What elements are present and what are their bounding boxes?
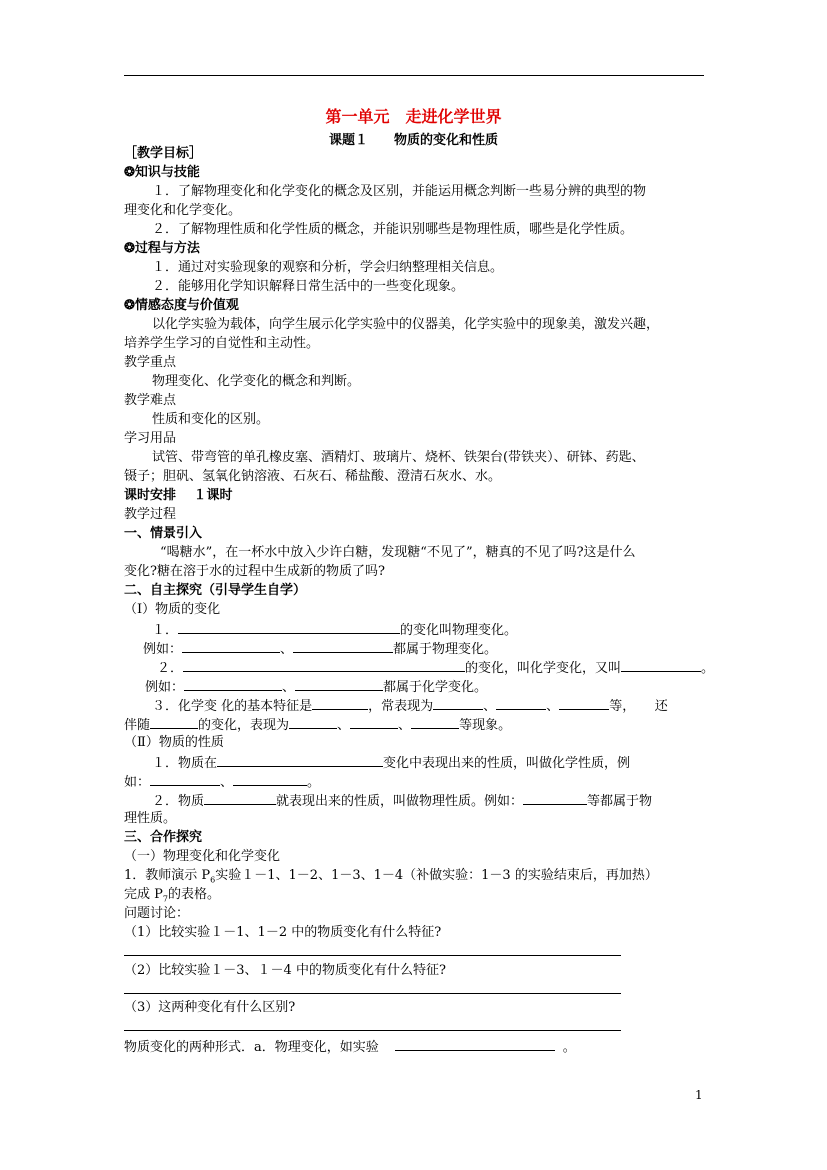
blank-field[interactable] (183, 658, 465, 672)
discussion-question-3: （3）这两种变化有什么区别? (124, 1000, 296, 1015)
blank-field[interactable] (523, 791, 587, 805)
discussion-question-2: （2）比较实验１－3、１－4 中的物质变化有什么特征? (124, 963, 446, 978)
section-1-text-cont: 变化?糖在溶于水的过程中生成新的物质了吗? (124, 564, 385, 579)
example-tail: 都属于化学变化。 (383, 680, 488, 695)
question-1-example (143, 639, 497, 659)
blank-field[interactable] (295, 677, 383, 691)
answer-line[interactable] (124, 1030, 621, 1031)
change-forms (124, 1037, 576, 1057)
objectives-heading: ［教学目标］ (124, 146, 203, 161)
separator: 、 (282, 680, 296, 695)
section-1-text: “喝糖水”，在一杯水中放入少许白糖，发现糖“不见了”，糖真的不见了吗?这是什么 (160, 545, 636, 560)
discussion-question-1: （1）比较实验１－1、1－2 中的物质变化有什么特征? (124, 925, 442, 940)
question-2-example (145, 677, 487, 697)
process-item-1: １．通过对实验现象的观察和分析，学会归纳整理相关信息。 (152, 260, 504, 275)
section-3-heading: 三、合作探究 (124, 830, 203, 845)
example-label: 例如： (143, 642, 183, 657)
property-2-cont: 理性质。 (124, 811, 177, 826)
answer-line[interactable] (124, 955, 621, 956)
part-1-heading: （I）物质的变化 (124, 602, 221, 617)
discussion-label: 问题讨论： (124, 906, 190, 921)
answer-line[interactable] (124, 993, 621, 994)
blank-field[interactable] (312, 696, 368, 710)
focus-heading: 教学重点 (124, 355, 177, 370)
question-2 (157, 658, 714, 678)
emotion-text-cont: 培养学生学习的自觉性和主动性。 (124, 336, 320, 351)
question-3-cont (124, 715, 511, 735)
section-1-heading: 一、情景引入 (124, 526, 203, 541)
question-2-mid: 的变化，叫化学变化，又叫 (465, 661, 622, 676)
supplies-heading: 学习用品 (124, 431, 177, 446)
separator: 、 (398, 718, 412, 733)
blank-field[interactable] (184, 677, 282, 691)
property-2-text: 就表现出来的性质，叫做物理性质。例如： (276, 794, 524, 809)
lesson-subtitle: 课题１ 物质的变化和性质 (328, 133, 498, 148)
property-1-text: 变化中表现出来的性质，叫做化学性质，例 (383, 756, 631, 771)
blank-field[interactable] (350, 715, 398, 729)
change-forms-end: 。 (562, 1040, 576, 1055)
blank-field[interactable] (204, 791, 276, 805)
page-subscript: 7 (162, 894, 168, 904)
blank-field[interactable] (293, 639, 393, 653)
emotion-heading: ❂情感态度与价值观 (124, 298, 239, 313)
blank-field[interactable] (621, 658, 701, 672)
separator: 、 (337, 718, 351, 733)
question-2-end: 。 (701, 661, 715, 676)
question-1-tail: 的变化叫物理变化。 (400, 623, 518, 638)
separator: 、 (220, 775, 234, 790)
demo-text-part: 1．教师演示 P (124, 868, 211, 883)
question-2-number: ２． (157, 661, 184, 676)
page-number: 1 (695, 1088, 703, 1102)
emotion-text: 以化学实验为载体，向学生展示化学实验中的仪器美，化学实验中的现象美，激发兴趣， (152, 317, 660, 332)
property-1-end: 。 (307, 775, 321, 790)
page-title: 第一单元 走进化学世界 (325, 107, 502, 126)
question-3-text: ，常表现为 (368, 699, 434, 714)
blank-field[interactable] (150, 715, 198, 729)
property-2-text: 等都属于物 (587, 794, 653, 809)
part-2-heading: （Ⅱ）物质的性质 (124, 735, 224, 750)
property-2 (152, 791, 652, 811)
schedule: 课时安排 １课时 (124, 488, 233, 503)
page-subscript: 6 (210, 875, 216, 885)
property-1-cont (124, 772, 320, 792)
property-1-text: １．物质在 (152, 756, 218, 771)
blank-field[interactable] (559, 696, 609, 710)
example-label: 例如： (145, 680, 185, 695)
separator: 、 (546, 699, 560, 714)
blank-field[interactable] (178, 620, 400, 634)
process-heading: ❂过程与方法 (124, 241, 200, 256)
header-rule (124, 75, 704, 76)
question-3-text: ３．化学变 化的基本特征是 (152, 699, 313, 714)
section-2-heading: 二、自主探究（引导学生自学） (124, 583, 307, 598)
focus-text: 物理变化、化学变化的概念和判断。 (152, 374, 361, 389)
question-3 (152, 696, 668, 716)
separator: 、 (483, 699, 497, 714)
knowledge-item-1-cont: 理变化和化学变化。 (124, 203, 242, 218)
property-2-text: ２．物质 (152, 794, 205, 809)
property-1 (152, 753, 630, 773)
blank-field[interactable] (395, 1037, 555, 1051)
question-3-text: 等， 还 (609, 699, 668, 714)
demo-text-part: 实验１－1、1－2、1－3、1－4（补做实验：1－3 的实验结束后，再加热） (215, 868, 658, 883)
supplies-text: 试管、带弯管的单孔橡皮塞、酒精灯、玻璃片、烧杯、铁架台(带铁夹）、研钵、药匙、 (152, 450, 645, 465)
example-tail: 都属于物理变化。 (393, 642, 498, 657)
process-item-2: ２．能够用化学知识解释日常生活中的一些变化现象。 (152, 279, 465, 294)
separator: 、 (280, 642, 294, 657)
supplies-text-cont: 镊子；胆矾、氢氧化钠溶液、石灰石、稀盐酸、澄清石灰水、水。 (124, 469, 502, 484)
demo-text-part: 完成 P (124, 887, 163, 902)
difficulty-heading: 教学难点 (124, 393, 177, 408)
change-forms-text: 物质变化的两种形式．a．物理变化，如实验 (124, 1040, 379, 1055)
question-3-text: 等现象。 (459, 718, 512, 733)
question-1 (152, 620, 517, 640)
blank-field[interactable] (496, 696, 546, 710)
question-1-number: １． (152, 623, 179, 638)
blank-field[interactable] (289, 715, 337, 729)
process-label: 教学过程 (124, 507, 177, 522)
blank-field[interactable] (433, 696, 483, 710)
coop-heading: （一）物理变化和化学变化 (124, 849, 281, 864)
difficulty-text: 性质和变化的区别。 (152, 412, 270, 427)
knowledge-item-1: １．了解物理变化和化学变化的概念及区别，并能运用概念判断一些易分辨的典型的物 (152, 184, 647, 199)
blank-field[interactable] (233, 772, 307, 786)
knowledge-item-2: ２．了解物理性质和化学性质的概念，并能识别哪些是物理性质，哪些是化学性质。 (152, 222, 634, 237)
question-3-text: 伴随 (124, 718, 151, 733)
knowledge-heading: ❂知识与技能 (124, 165, 200, 180)
property-1-text: 如： (124, 775, 151, 790)
blank-field[interactable] (411, 715, 459, 729)
blank-field[interactable] (150, 772, 220, 786)
blank-field[interactable] (182, 639, 280, 653)
blank-field[interactable] (217, 753, 383, 767)
question-3-text: 的变化，表现为 (198, 718, 290, 733)
demo-text-part: 的表格。 (167, 887, 220, 902)
